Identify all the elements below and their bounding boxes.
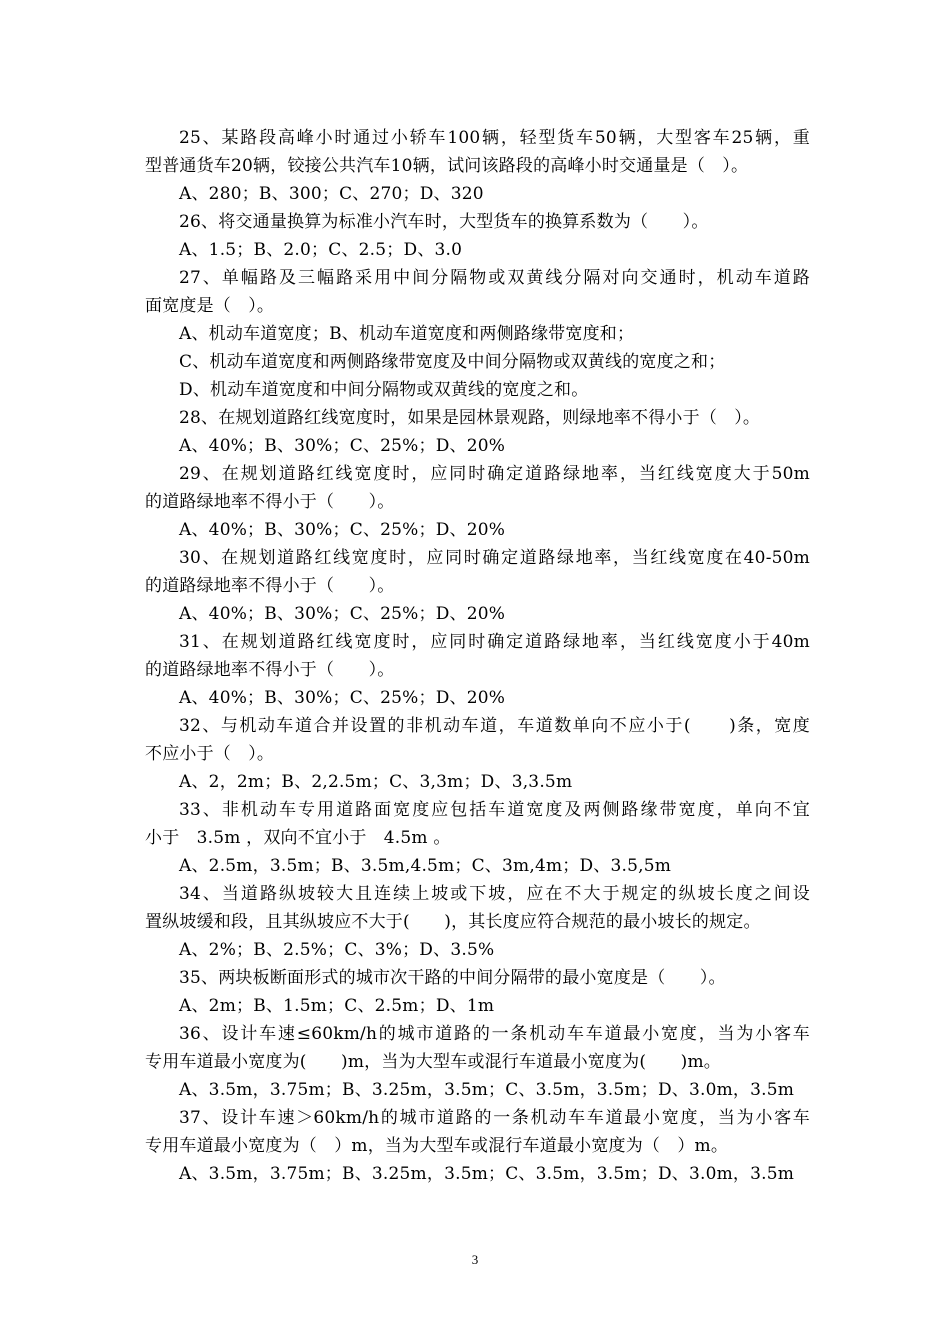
question-stem: 35、两块板断面形式的城市次干路的中间分隔带的最小宽度是（ ）。 — [179, 968, 726, 988]
question-options: A、2m；B、1.5m；C、2.5m；D、1m — [179, 996, 495, 1016]
question-options: A、40%；B、30%；C、25%；D、20% — [179, 436, 506, 456]
question-33 — [145, 796, 810, 880]
question-options: C、机动车道宽度和两侧路缘带宽度及中间分隔物或双黄线的宽度之和； — [179, 352, 726, 372]
question-stem: 25、某路段高峰小时通过小轿车100辆，轻型货车50辆，大型客车25辆，重 — [179, 128, 810, 148]
question-37 — [145, 1104, 810, 1188]
question-stem: 32、与机动车道合并设置的非机动车道，车道数单向不应小于( )条，宽度 — [179, 716, 810, 736]
question-stem: 不应小于（ ）。 — [145, 744, 275, 764]
question-28 — [145, 404, 810, 460]
question-36 — [145, 1020, 810, 1104]
question-stem: 31、在规划道路红线宽度时，应同时确定道路绿地率，当红线宽度小于40m — [179, 632, 810, 652]
question-stem: 置纵坡缓和段，且其纵坡应不大于( )，其长度应符合规范的最小坡长的规定。 — [145, 912, 761, 932]
question-stem: 的道路绿地率不得小于（ ）。 — [145, 576, 395, 596]
question-stem: 29、在规划道路红线宽度时，应同时确定道路绿地率，当红线宽度大于50m — [179, 464, 810, 484]
question-stem: 37、设计车速＞60km/h的城市道路的一条机动车车道最小宽度，当为小客车 — [179, 1108, 810, 1128]
question-stem: 27、单幅路及三幅路采用中间分隔物或双黄线分隔对向交通时，机动车道路 — [179, 268, 810, 288]
question-options: A、3.5m，3.75m；B、3.25m，3.5m；C、3.5m，3.5m；D、3.0m，3.5m — [179, 1080, 795, 1100]
question-options: D、机动车道宽度和中间分隔物或双黄线的宽度之和。 — [179, 380, 589, 400]
question-25 — [145, 124, 810, 208]
question-stem: 型普通货车20辆，铰接公共汽车10辆，试问该路段的高峰小时交通量是（ ）。 — [145, 156, 749, 176]
question-stem: 30、在规划道路红线宽度时，应同时确定道路绿地率，当红线宽度在40-50m — [179, 548, 810, 568]
question-stem: 小于 3.5m ，双向不宜小于 4.5m 。 — [145, 828, 451, 848]
question-26 — [145, 208, 810, 264]
question-options: A、2%；B、2.5%；C、3%；D、3.5% — [179, 940, 495, 960]
question-30 — [145, 544, 810, 628]
question-stem: 28、在规划道路红线宽度时，如果是园林景观路，则绿地率不得小于（ ）。 — [179, 408, 761, 428]
question-stem: 的道路绿地率不得小于（ ）。 — [145, 660, 395, 680]
question-stem: 的道路绿地率不得小于（ ）。 — [145, 492, 395, 512]
question-stem: 34、当道路纵坡较大且连续上坡或下坡，应在不大于规定的纵坡长度之间设 — [179, 884, 810, 904]
question-34 — [145, 880, 810, 964]
question-options: A、2，2m；B、2,2.5m；C、3,3m；D、3,3.5m — [179, 772, 573, 792]
question-stem: 面宽度是（ ）。 — [145, 296, 275, 316]
question-31 — [145, 628, 810, 712]
question-options: A、280；B、300；C、270；D、320 — [179, 184, 484, 204]
question-options: A、40%；B、30%；C、25%；D、20% — [179, 688, 506, 708]
question-options: A、40%；B、30%；C、25%；D、20% — [179, 520, 506, 540]
question-stem: 专用车道最小宽度为( )m，当为大型车或混行车道最小宽度为( )m。 — [145, 1052, 721, 1072]
question-35 — [145, 964, 810, 1020]
question-options: A、3.5m，3.75m；B、3.25m，3.5m；C、3.5m，3.5m；D、3.0m，3.5m — [179, 1164, 795, 1184]
question-options: A、2.5m，3.5m；B、3.5m,4.5m；C、3m,4m；D、3.5,5m — [179, 856, 672, 876]
question-stem: 26、将交通量换算为标准小汽车时，大型货车的换算系数为（ ）。 — [179, 212, 709, 232]
question-29 — [145, 460, 810, 544]
page-number: 3 — [471, 1252, 479, 1267]
question-stem: 专用车道最小宽度为（ ）m，当为大型车或混行车道最小宽度为（ ）m。 — [145, 1136, 729, 1156]
question-stem: 36、设计车速≤60km/h的城市道路的一条机动车车道最小宽度，当为小客车 — [179, 1024, 810, 1044]
question-options: A、1.5；B、2.0；C、2.5；D、3.0 — [179, 240, 463, 260]
question-27 — [145, 264, 810, 404]
question-32 — [145, 712, 810, 796]
question-options: A、机动车道宽度；B、机动车道宽度和两侧路缘带宽度和； — [179, 324, 635, 344]
question-list — [145, 124, 810, 1188]
question-options: A、40%；B、30%；C、25%；D、20% — [179, 604, 506, 624]
question-stem: 33、非机动车专用道路面宽度应包括车道宽度及两侧路缘带宽度，单向不宜 — [179, 800, 810, 820]
